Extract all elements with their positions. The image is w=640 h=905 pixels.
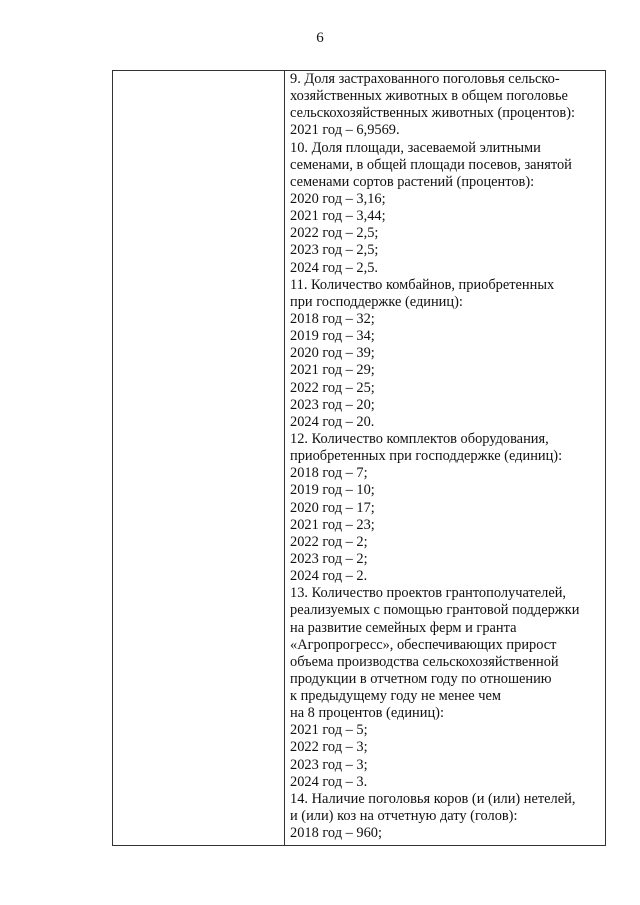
text-line: «Агропрогресс», обеспечивающих прирост — [290, 636, 557, 653]
text-line: 11. Количество комбайнов, приобретенных — [290, 276, 555, 293]
text-line: 14. Наличие поголовья коров (и (или) нетелей, — [290, 790, 576, 807]
text-line: 2022 год – 2,5; — [290, 225, 379, 242]
text-line: 2023 год – 2; — [290, 550, 368, 567]
text-line: и (или) коз на отчетную дату (голов): — [290, 808, 518, 825]
text-line: 2021 год – 29; — [290, 362, 375, 379]
text-line: семенами сортов растений (процентов): — [290, 173, 535, 190]
text-line: 2019 год – 34; — [290, 328, 375, 345]
text-line: продукции в отчетном году по отношению — [290, 670, 552, 687]
text-line: семенами, в общей площади посевов, занятой — [290, 156, 572, 173]
text-line: реализуемых с помощью грантовой поддержки — [290, 602, 580, 619]
text-line: сельскохозяйственных животных (процентов): — [290, 105, 576, 122]
text-line: 2023 год – 2,5; — [290, 242, 379, 259]
text-line: 9. Доля застрахованного поголовья сельско- — [290, 71, 560, 87]
text-line: к предыдущему году не менее чем — [290, 688, 501, 705]
text-line: 2022 год – 2; — [290, 533, 368, 550]
text-line: приобретенных при господдержке (единиц): — [290, 448, 563, 465]
page-number: 6 — [316, 30, 324, 46]
text-line: 2022 год – 25; — [290, 379, 375, 396]
text-line: 12. Количество комплектов оборудования, — [290, 430, 549, 447]
text-line: 13. Количество проектов грантополучателей, — [290, 585, 567, 602]
text-line: 2018 год – 7; — [290, 465, 368, 482]
text-line: на 8 процентов (единиц): — [290, 705, 444, 722]
text-line: 2018 год – 960; — [290, 825, 382, 842]
text-line: объема производства сельскохозяйственной — [290, 653, 559, 670]
text-line: 2024 год – 2. — [290, 568, 368, 585]
text-line: 10. Доля площади, засеваемой элитными — [290, 139, 541, 156]
text-line: 2023 год – 3; — [290, 756, 368, 773]
text-line: 2024 год – 20. — [290, 413, 375, 430]
text-line: 2019 год – 10; — [290, 482, 375, 499]
text-line: 2022 год – 3; — [290, 739, 368, 756]
text-line: 2021 год – 5; — [290, 722, 368, 739]
text-line: 2020 год – 39; — [290, 345, 375, 362]
text-line: 2024 год – 3. — [290, 773, 368, 790]
text-line: 2020 год – 17; — [290, 499, 375, 516]
text-line: на развитие семейных ферм и гранта — [290, 619, 517, 636]
table-content-cell — [290, 71, 600, 842]
text-line: 2024 год – 2,5. — [290, 259, 379, 276]
text-line: 2021 год – 23; — [290, 516, 375, 533]
text-line: 2023 год – 20; — [290, 396, 375, 413]
text-line: 2020 год – 3,16; — [290, 190, 386, 207]
text-line: при господдержке (единиц): — [290, 293, 463, 310]
text-line: 2021 год – 6,9569. — [290, 122, 400, 139]
document-table — [112, 70, 606, 846]
text-line: 2021 год – 3,44; — [290, 208, 386, 225]
text-line: хозяйственных животных в общем поголовье — [290, 88, 568, 105]
text-line: 2018 год – 32; — [290, 310, 375, 327]
column-divider — [284, 71, 285, 845]
